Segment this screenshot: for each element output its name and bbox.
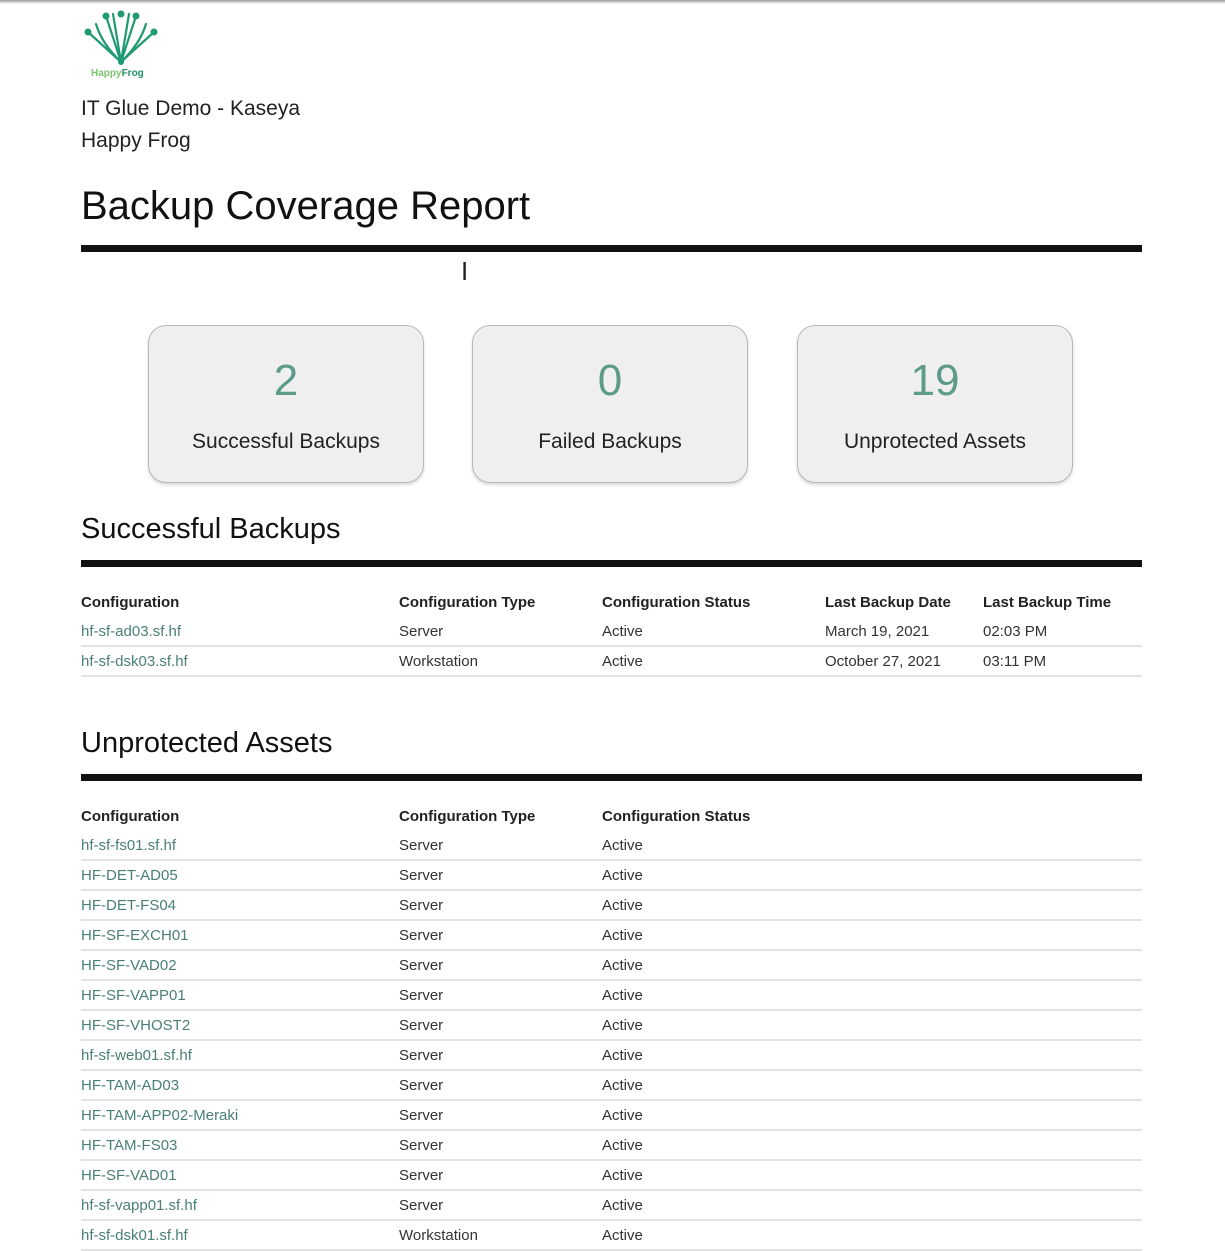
table-header-row xyxy=(81,801,1142,831)
failed-backups-card xyxy=(472,325,748,483)
table-row xyxy=(81,1010,1142,1040)
configuration-link[interactable]: HF-DET-FS04 xyxy=(81,890,399,920)
table-row xyxy=(81,1160,1142,1190)
table-row xyxy=(81,617,1142,646)
organization-subtitle: Happy Frog xyxy=(81,129,191,152)
table-row xyxy=(81,831,1142,860)
logo-wordmark: HappyFrog xyxy=(91,68,144,79)
table-row xyxy=(81,1100,1142,1130)
configuration-type-cell: Server xyxy=(399,1160,602,1190)
configuration-type-cell: Server xyxy=(399,860,602,890)
successful-backups-table xyxy=(81,587,1142,677)
configuration-status-cell: Active xyxy=(602,920,1142,950)
table-row xyxy=(81,1070,1142,1100)
text-cursor-icon: I xyxy=(461,256,469,286)
column-header-configuration-type[interactable]: Configuration Type xyxy=(399,807,536,825)
configuration-status-cell: Active xyxy=(602,1130,1142,1160)
configuration-status-cell: Active xyxy=(602,646,825,676)
configuration-type-cell: Server xyxy=(399,1010,602,1040)
table-row xyxy=(81,980,1142,1010)
table-row xyxy=(81,890,1142,920)
configuration-type-cell: Server xyxy=(399,980,602,1010)
table-row xyxy=(81,1190,1142,1220)
configuration-type-cell: Server xyxy=(399,890,602,920)
failed-backups-label: Failed Backups xyxy=(538,430,682,453)
configuration-link[interactable]: HF-SF-VHOST2 xyxy=(81,1010,399,1040)
configuration-link[interactable]: HF-SF-VAD01 xyxy=(81,1160,399,1190)
organization-name: IT Glue Demo - Kaseya xyxy=(81,97,301,120)
table-row xyxy=(81,1130,1142,1160)
table-row xyxy=(81,1040,1142,1070)
configuration-link[interactable]: hf-sf-fs01.sf.hf xyxy=(81,831,399,860)
configuration-status-cell: Active xyxy=(602,1220,1142,1250)
configuration-link[interactable]: HF-TAM-AD03 xyxy=(81,1070,399,1100)
configuration-status-cell: Active xyxy=(602,1160,1142,1190)
configuration-type-cell: Workstation xyxy=(399,646,602,676)
last-backup-time-cell: 02:03 PM xyxy=(983,617,1142,646)
configuration-type-cell: Server xyxy=(399,617,602,646)
column-header-configuration[interactable]: Configuration xyxy=(81,593,180,611)
unprotected-assets-divider xyxy=(81,774,1142,781)
configuration-type-cell: Server xyxy=(399,1130,602,1160)
configuration-status-cell: Active xyxy=(602,617,825,646)
configuration-type-cell: Server xyxy=(399,1040,602,1070)
configuration-link[interactable]: HF-SF-VAPP01 xyxy=(81,980,399,1010)
configuration-status-cell: Active xyxy=(602,831,1142,860)
configuration-status-cell: Active xyxy=(602,1100,1142,1130)
table-row xyxy=(81,920,1142,950)
last-backup-time-cell: 03:11 PM xyxy=(983,646,1142,676)
successful-backups-card xyxy=(148,325,424,483)
configuration-link[interactable]: hf-sf-web01.sf.hf xyxy=(81,1040,399,1070)
unprotected-assets-table xyxy=(81,801,1142,1251)
configuration-link[interactable]: HF-DET-AD05 xyxy=(81,860,399,890)
configuration-type-cell: Server xyxy=(399,1070,602,1100)
column-header-configuration-status[interactable]: Configuration Status xyxy=(602,593,751,611)
configuration-type-cell: Server xyxy=(399,1100,602,1130)
configuration-link[interactable]: HF-TAM-APP02-Meraki xyxy=(81,1100,399,1130)
unprotected-assets-label: Unprotected Assets xyxy=(843,430,1027,453)
column-header-last-backup-time[interactable]: Last Backup Time xyxy=(983,593,1112,611)
column-header-configuration-status[interactable]: Configuration Status xyxy=(602,807,751,825)
configuration-status-cell: Active xyxy=(602,1010,1142,1040)
table-row xyxy=(81,860,1142,890)
last-backup-date-cell: October 27, 2021 xyxy=(825,646,983,676)
page-title: Backup Coverage Report xyxy=(81,184,531,228)
configuration-type-cell: Server xyxy=(399,950,602,980)
configuration-link[interactable]: HF-SF-EXCH01 xyxy=(81,920,399,950)
configuration-link[interactable]: HF-SF-VAD02 xyxy=(81,950,399,980)
title-divider xyxy=(81,245,1142,252)
configuration-status-cell: Active xyxy=(602,890,1142,920)
configuration-status-cell: Active xyxy=(602,860,1142,890)
configuration-link[interactable]: hf-sf-ad03.sf.hf xyxy=(81,617,399,646)
unprotected-assets-heading: Unprotected Assets xyxy=(81,727,333,759)
table-row xyxy=(81,1220,1142,1250)
column-header-configuration[interactable]: Configuration xyxy=(81,807,180,825)
configuration-link[interactable]: hf-sf-dsk01.sf.hf xyxy=(81,1220,399,1250)
table-header-row xyxy=(81,587,1142,617)
window-top-edge xyxy=(0,0,1225,4)
unprotected-assets-count: 19 xyxy=(910,356,960,405)
configuration-type-cell: Workstation xyxy=(399,1220,602,1250)
successful-backups-count: 2 xyxy=(273,356,299,405)
unprotected-assets-card xyxy=(797,325,1073,483)
last-backup-date-cell: March 19, 2021 xyxy=(825,617,983,646)
successful-backups-divider xyxy=(81,560,1142,567)
configuration-status-cell: Active xyxy=(602,980,1142,1010)
configuration-status-cell: Active xyxy=(602,950,1142,980)
column-header-configuration-type[interactable]: Configuration Type xyxy=(399,593,536,611)
successful-backups-label: Successful Backups xyxy=(192,430,380,453)
table-row xyxy=(81,646,1142,676)
configuration-type-cell: Server xyxy=(399,1190,602,1220)
configuration-link[interactable]: hf-sf-dsk03.sf.hf xyxy=(81,646,399,676)
table-row xyxy=(81,950,1142,980)
configuration-type-cell: Server xyxy=(399,831,602,860)
configuration-status-cell: Active xyxy=(602,1040,1142,1070)
failed-backups-count: 0 xyxy=(597,356,623,405)
configuration-link[interactable]: hf-sf-vapp01.sf.hf xyxy=(81,1190,399,1220)
successful-backups-heading: Successful Backups xyxy=(81,513,341,545)
configuration-status-cell: Active xyxy=(602,1070,1142,1100)
configuration-status-cell: Active xyxy=(602,1190,1142,1220)
configuration-type-cell: Server xyxy=(399,920,602,950)
configuration-link[interactable]: HF-TAM-FS03 xyxy=(81,1130,399,1160)
column-header-last-backup-date[interactable]: Last Backup Date xyxy=(825,593,951,611)
